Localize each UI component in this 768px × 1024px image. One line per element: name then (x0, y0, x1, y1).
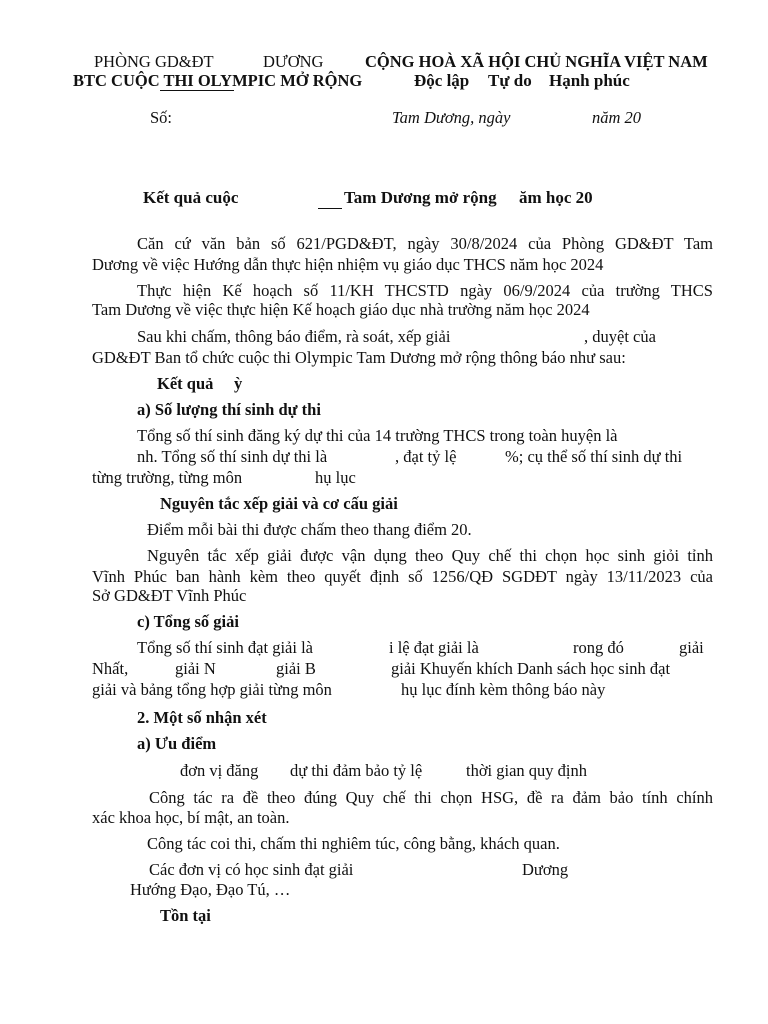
doc-title-part1: Kết quả cuộc (143, 188, 239, 207)
section-results-heading-b: ỳ (234, 374, 243, 393)
para-strengths-1c: thời gian quy định (466, 761, 588, 780)
para-prizes-line1a: Tổng số thí sinh đạt giải là (137, 638, 313, 657)
subheading-total-prizes: c) Tổng số giải (137, 612, 239, 631)
para-scale: Điểm mỗi bài thi được chấm theo thang điểm 20. (147, 520, 472, 539)
para-participants-line3a: từng trường, từng môn (92, 468, 243, 487)
para-participants-line2b: , đạt tỷ lệ (395, 447, 457, 466)
para-basis-line1: Căn cứ văn bản số 621/PGD&ĐT, ngày 30/8/2024 của Phòng GD&ĐT Tam (137, 234, 713, 253)
para-participants-line2a: nh. Tổng số thí sinh dự thi là (137, 447, 328, 466)
para-exam-setting-line2: xác khoa học, bí mật, an toàn. (92, 808, 290, 827)
dept-name-district: DƯƠNG (263, 52, 324, 71)
header-underline-left (160, 90, 234, 91)
para-prizes-line3a: giải và bảng tổng hợp giải từng môn (92, 680, 332, 699)
section-results-heading: Kết quả (157, 374, 214, 393)
para-winning-units-b: Dương (522, 860, 569, 879)
para-rules-line1: Nguyên tắc xếp giải được vận dụng theo Quy chế thi chọn học sinh giỏi tỉnh (147, 546, 713, 565)
para-after-grading-line2: GD&ĐT Ban tổ chức cuộc thi Olympic Tam Dương mở rộng thông báo như sau: (92, 348, 626, 367)
title-underline (318, 208, 342, 209)
para-prizes-line2d: giải Khuyến khích Danh sách học sinh đạt (391, 659, 671, 678)
para-winning-units-line2: Hướng Đạo, Đạo Tú, … (130, 880, 291, 899)
para-plan-line2: Tam Dương về việc thực hiện Kế hoạch giáo dục nhà trường năm học 2024 (92, 300, 590, 319)
subheading-strengths: a) Ưu điểm (137, 734, 217, 753)
para-basis-line2: Dương về việc Hướng dẫn thực hiện nhiệm vụ giáo dục THCS năm học 2024 (92, 255, 604, 274)
para-after-grading-a: Sau khi chấm, thông báo điểm, rà soát, xếp giải (137, 327, 451, 346)
para-participants-line2c: %; cụ thể số thí sinh dự thi (505, 447, 683, 466)
para-exam-setting-line1: Công tác ra đề theo đúng Quy chế thi chọn HSG, đề ra đảm bảo tính chính (149, 788, 713, 807)
para-prizes-line1c: rong đó (573, 638, 624, 657)
para-prizes-line2b: giải N (175, 659, 216, 678)
para-prizes-line3b: hụ lục đính kèm thông báo này (401, 680, 606, 699)
para-rules-line3: Sở GD&ĐT Vĩnh Phúc (92, 586, 247, 605)
para-strengths-1b: dự thi đảm bảo tỷ lệ (290, 761, 423, 780)
subheading-participants: a) Số lượng thí sinh dự thi (137, 400, 321, 419)
para-prizes-line2a: Nhất, (92, 659, 129, 678)
committee-name: BTC CUỘC THI OLYMPIC MỞ RỘNG (73, 71, 363, 90)
para-prizes-line2c: giải B (276, 659, 316, 678)
doc-title-part2: Tam Dương mở rộng (344, 188, 497, 207)
para-participants-line1: Tổng số thí sinh đăng ký dự thi của 14 trường THCS trong toàn huyện là (137, 426, 618, 445)
place-date: Tam Dương, ngày (392, 108, 511, 127)
para-prizes-line1b: i lệ đạt giải là (389, 638, 479, 657)
para-strengths-1a: đơn vị đăng (180, 761, 259, 780)
national-title: CỘNG HOÀ XÃ HỘI CHỦ NGHĨA VIỆT NAM (365, 52, 708, 71)
subheading-principles: Nguyên tắc xếp giải và cơ cấu giải (160, 494, 398, 513)
document-number-label: Số: (150, 108, 173, 127)
para-after-grading-b: , duyệt của (584, 327, 656, 346)
subheading-limitations: Tồn tại (160, 906, 211, 925)
para-supervision: Công tác coi thi, chấm thi nghiêm túc, công bằng, khách quan. (147, 834, 560, 853)
motto-freedom: Tự do (488, 71, 532, 90)
para-participants-line3b: hụ lục (315, 468, 356, 487)
para-rules-line2: Vĩnh Phúc ban hành kèm theo quyết định số 1256/QĐ SGDĐT ngày 13/11/2023 của (92, 567, 713, 586)
para-plan-line1: Thực hiện Kế hoạch số 11/KH THCSTD ngày 06/9/2024 của trường THCS (137, 281, 713, 300)
para-prizes-line1d: giải (679, 638, 704, 657)
doc-title-part3: ăm học 20 (519, 188, 593, 207)
dept-name: PHÒNG GD&ĐT (94, 52, 214, 71)
motto-happiness: Hạnh phúc (549, 71, 630, 90)
motto-independence: Độc lập (414, 71, 470, 90)
year-label: năm 20 (592, 108, 642, 127)
section-remarks-heading: 2. Một số nhận xét (137, 708, 267, 727)
para-winning-units-a: Các đơn vị có học sinh đạt giải (149, 860, 354, 879)
